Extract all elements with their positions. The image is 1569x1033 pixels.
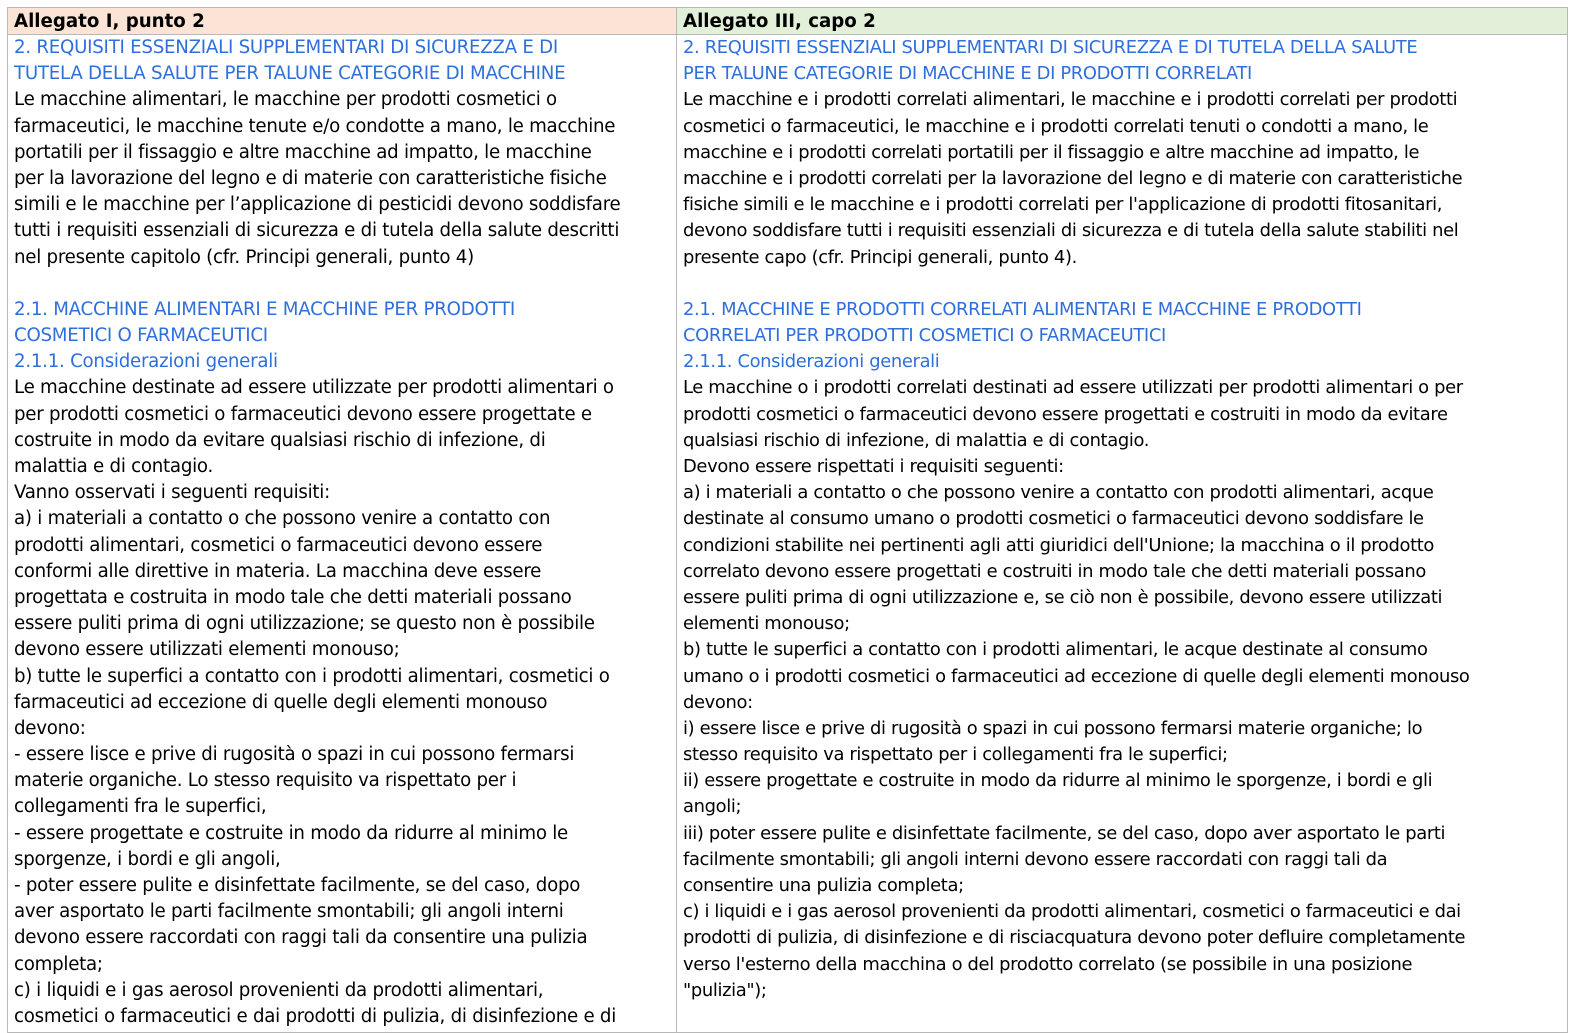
text-line: prodotti alimentari, cosmetici o farmaceutici devono essere bbox=[14, 534, 543, 556]
section-heading-line: 2. REQUISITI ESSENZIALI SUPPLEMENTARI DI SICUREZZA E DI bbox=[14, 37, 558, 58]
text-line: umano o i prodotti cosmetici o farmaceutici ad eccezione di quelle degli elementi monouso bbox=[683, 665, 1470, 687]
text-line: prodotti di pulizia, di disinfezione e di risciacquatura devono poter defluire completamente bbox=[683, 927, 1466, 949]
section-heading-line: PER TALUNE CATEGORIE DI MACCHINE E DI PRODOTTI CORRELATI bbox=[683, 63, 1252, 85]
text-line: - essere progettate e costruite in modo da ridurre al minimo le bbox=[14, 822, 568, 844]
text-line: fisiche simili e le macchine e i prodotti correlati per l'applicazione di prodotti fitosanitari, bbox=[683, 194, 1443, 216]
text-line: macchine e i prodotti correlati portatili per il fissaggio e altre macchine ad impatto, le bbox=[683, 141, 1420, 163]
text-line: devono essere raccordati con raggi tali da consentire una pulizia bbox=[14, 927, 588, 949]
text-line: ii) essere progettate e costruite in modo da ridurre al minimo le sporgenze, i bordi e gli bbox=[683, 770, 1433, 792]
text-line: completa; bbox=[14, 953, 103, 975]
text-line: materie organiche. Lo stesso requisito va rispettato per i bbox=[14, 770, 517, 792]
text-line: stesso requisito va rispettato per i collegamenti fra le superfici; bbox=[683, 744, 1228, 766]
text-line: - poter essere pulite e disinfettate facilmente, se del caso, dopo bbox=[14, 875, 581, 896]
text-line: presente capo (cfr. Principi generali, punto 4). bbox=[683, 246, 1077, 268]
text-line bbox=[683, 271, 1567, 297]
text-line: tutti i requisiti essenziali di sicurezza e di tutela della salute descritti bbox=[14, 220, 620, 242]
comparison-table bbox=[7, 7, 1568, 1033]
text-line: macchine e i prodotti correlati per la lavorazione del legno e di materie con caratteristiche bbox=[683, 167, 1463, 189]
text-line: iii) poter essere pulite e disinfettate facilmente, se del caso, dopo aver asportato le parti bbox=[683, 822, 1446, 844]
text-line: costruite in modo da evitare qualsiasi rischio di infezione, di bbox=[14, 429, 546, 451]
text-line: - essere lisce e prive di rugosità o spazi in cui possono fermarsi bbox=[14, 744, 575, 766]
text-line: b) tutte le superfici a contatto con i prodotti alimentari, cosmetici o bbox=[14, 665, 610, 687]
right-column-text bbox=[677, 35, 1568, 1033]
section-heading-line: TUTELA DELLA SALUTE PER TALUNE CATEGORIE DI MACCHINE bbox=[14, 63, 566, 85]
text-line: verso l'esterno della macchina o del prodotto correlato (se possibile in una posizione bbox=[683, 953, 1413, 975]
text-line: Devono essere rispettati i requisiti seguenti: bbox=[683, 456, 1064, 477]
left-column-text bbox=[8, 35, 677, 1033]
section-heading-line: 2. REQUISITI ESSENZIALI SUPPLEMENTARI DI SICUREZZA E DI TUTELA DELLA SALUTE bbox=[683, 37, 1418, 58]
text-line: Vanno osservati i seguenti requisiti: bbox=[14, 482, 330, 504]
text-line: cosmetici o farmaceutici, le macchine e i prodotti correlati tenuti o condotti a mano, le bbox=[683, 115, 1429, 137]
text-line: devono soddisfare tutti i requisiti essenziali di sicurezza e di tutela della salute stabiliti nel bbox=[683, 220, 1459, 242]
text-line: Le macchine alimentari, le macchine per prodotti cosmetici o bbox=[14, 89, 557, 111]
text-line: farmaceutici, le macchine tenute e/o condotte a mano, le macchine bbox=[14, 115, 616, 137]
text-line: conformi alle direttive in materia. La macchina deve essere bbox=[14, 560, 542, 582]
section-heading-line: CORRELATI PER PRODOTTI COSMETICI O FARMACEUTICI bbox=[683, 325, 1166, 347]
text-line: devono: bbox=[683, 691, 753, 713]
section-heading-line: COSMETICI O FARMACEUTICI bbox=[14, 325, 268, 347]
text-line: essere puliti prima di ogni utilizzazione; se questo non è possibile bbox=[14, 613, 595, 635]
text-line: "pulizia"); bbox=[683, 979, 767, 1001]
text-line: collegamenti fra le superfici, bbox=[14, 796, 267, 818]
text-line: devono: bbox=[14, 717, 86, 739]
text-line: b) tutte le superfici a contatto con i prodotti alimentari, le acque destinate al consumo bbox=[683, 639, 1428, 661]
text-line: farmaceutici ad eccezione di quelle degli elementi monouso bbox=[14, 691, 548, 713]
section-heading-line: 2.1.1. Considerazioni generali bbox=[14, 351, 278, 373]
text-line: devono essere utilizzati elementi monouso; bbox=[14, 639, 400, 661]
text-line: sporgenze, i bordi e gli angoli, bbox=[14, 848, 281, 870]
text-line: qualsiasi rischio di infezione, di malattia e di contagio. bbox=[683, 429, 1150, 451]
text-line: portatili per il fissaggio e altre macchine ad impatto, le macchine bbox=[14, 141, 592, 163]
text-line: simili e le macchine per l’applicazione di pesticidi devono soddisfare bbox=[14, 194, 621, 216]
text-line: c) i liquidi e i gas aerosol provenienti da prodotti alimentari, cosmetici o farmaceutici e dai bbox=[683, 901, 1461, 923]
text-line: consentire una pulizia completa; bbox=[683, 875, 964, 896]
section-heading-line: 2.1.1. Considerazioni generali bbox=[683, 351, 940, 373]
text-line: essere puliti prima di ogni utilizzazione e, se ciò non è possibile, devono essere utilizzati bbox=[683, 586, 1443, 608]
text-line: elementi monouso; bbox=[683, 613, 850, 635]
section-heading-line: 2.1. MACCHINE E PRODOTTI CORRELATI ALIMENTARI E MACCHINE E PRODOTTI bbox=[683, 298, 1362, 320]
text-line: malattia e di contagio. bbox=[14, 456, 214, 477]
text-line: Le macchine destinate ad essere utilizzate per prodotti alimentari o bbox=[14, 377, 614, 399]
text-line: destinate al consumo umano o prodotti cosmetici o farmaceutici devono soddisfare le bbox=[683, 508, 1424, 530]
text-line: prodotti cosmetici o farmaceutici devono essere progettati e costruiti in modo da evitare bbox=[683, 403, 1448, 425]
section-heading-line: 2.1. MACCHINE ALIMENTARI E MACCHINE PER PRODOTTI bbox=[14, 298, 516, 320]
text-line: a) i materiali a contatto o che possono venire a contatto con prodotti alimentari, acque bbox=[683, 482, 1434, 504]
text-line: Le macchine e i prodotti correlati alimentari, le macchine e i prodotti correlati per prodotti bbox=[683, 89, 1458, 111]
text-line: i) essere lisce e prive di rugosità o spazi in cui possono fermarsi materie organiche; lo bbox=[683, 717, 1423, 739]
text-line: Le macchine o i prodotti correlati destinati ad essere utilizzati per prodotti alimentari o per bbox=[683, 377, 1463, 399]
text-line: per prodotti cosmetici o farmaceutici devono essere progettate e bbox=[14, 403, 592, 425]
text-line: per la lavorazione del legno e di materie con caratteristiche fisiche bbox=[14, 167, 607, 189]
text-line: correlato devono essere progettati e costruiti in modo tale che detti materiali possano bbox=[683, 560, 1426, 582]
text-line: a) i materiali a contatto o che possono venire a contatto con bbox=[14, 508, 551, 530]
text-line: nel presente capitolo (cfr. Principi generali, punto 4) bbox=[14, 246, 474, 268]
text-line: angoli; bbox=[683, 796, 742, 818]
header-left: Allegato I, punto 2 bbox=[8, 8, 677, 35]
text-line: aver asportato le parti facilmente smontabili; gli angoli interni bbox=[14, 901, 564, 923]
text-line: condizioni stabilite nei pertinenti agli atti giuridici dell'Unione; la macchina o il prodotto bbox=[683, 534, 1435, 556]
text-line bbox=[14, 271, 676, 297]
text-line: facilmente smontabili; gli angoli interni devono essere raccordati con raggi tali da bbox=[683, 848, 1388, 870]
header-right: Allegato III, capo 2 bbox=[677, 8, 1568, 35]
text-line: progettata e costruita in modo tale che detti materiali possano bbox=[14, 586, 572, 608]
text-line: cosmetici o farmaceutici e dai prodotti di pulizia, di disinfezione e di bbox=[14, 1005, 617, 1027]
text-line: c) i liquidi e i gas aerosol provenienti da prodotti alimentari, bbox=[14, 979, 544, 1001]
